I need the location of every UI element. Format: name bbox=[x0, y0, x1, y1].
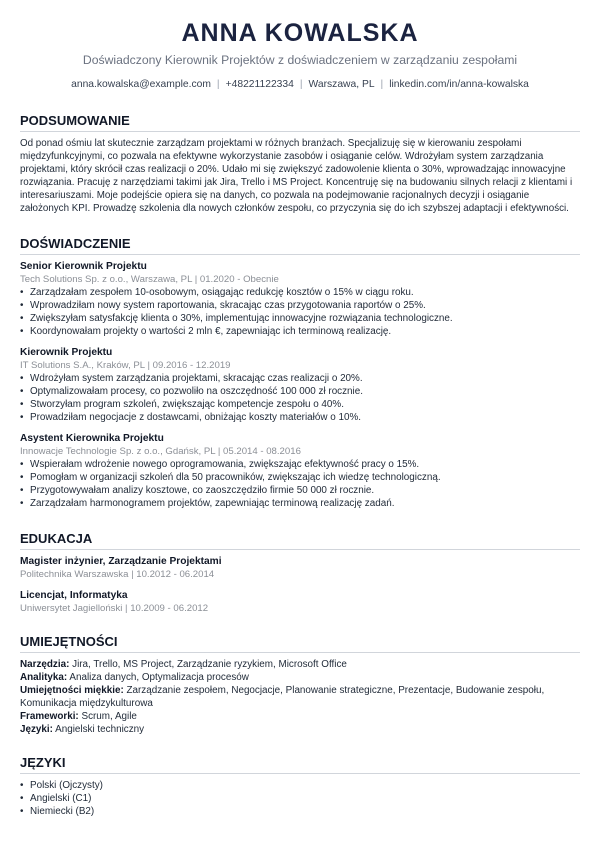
job-title: Asystent Kierownika Projektu bbox=[20, 433, 164, 444]
languages-section bbox=[20, 754, 580, 818]
section-title: PODSUMOWANIE bbox=[20, 112, 580, 132]
job-bullet: • Prowadziłam negocjacje z dostawcami, obniżając koszty materiałów o 10%. bbox=[20, 411, 580, 424]
skill-row bbox=[20, 723, 580, 736]
skill-label: Analityka: bbox=[20, 672, 68, 683]
contact-location: Warszawa, PL bbox=[308, 79, 375, 90]
job-bullet: • Optymalizowałam procesy, co pozwoliło na oszczędność 100 000 zł rocznie. bbox=[20, 385, 580, 398]
skill-value: Scrum, Agile bbox=[81, 711, 137, 722]
summary-text: Od ponad ośmiu lat skutecznie zarządzam projektami w różnych branżach. Specjalizuję się w kierowaniu zespołami międzyfunkcyjnymi, co pozwala na efektywne wykorzystanie zasobów i osiąganie celów. Wdrożyłam system zarządzania projektami, który skrócił czas realizacji o 20%. Udało mi się zwiększyć zadowolenie klienta o 30%, wprowadzając innowacyjne rozwiązania. Pracuję z narzędziami takimi jak Jira, Trello i MS Project. Koncentruję się na budowaniu silnych relacji z klientami i interesariuszami. Moje podejście opiera się na danych, co pozwala na podejmowanie racjonalnych decyzji i osiąganie założonych KPI. Prowadzę szkolenia dla nowych członków zespołu, co przyczynia się do ich szybszej adaptacji i efektywności. bbox=[20, 138, 573, 214]
resume-header bbox=[20, 18, 580, 92]
job-bullet: • Pomogłam w organizacji szkoleń dla 50 pracowników, zwiększając ich wiedzę technologiczną. bbox=[20, 471, 580, 484]
section-title: JĘZYKI bbox=[20, 754, 580, 774]
job-bullet: • Przygotowywałam analizy kosztowe, co zaoszczędziło firmie 50 000 zł rocznie. bbox=[20, 484, 580, 497]
skill-label: Narzędzia: bbox=[20, 659, 70, 670]
skill-row bbox=[20, 710, 580, 723]
job-bullet: • Zwiększyłam satysfakcję klienta o 30%, implementując innowacyjne rozwiązania technologiczne. bbox=[20, 312, 580, 325]
skill-value: Jira, Trello, MS Project, Zarządzanie ryzykiem, Microsoft Office bbox=[72, 659, 347, 670]
summary-section bbox=[20, 112, 580, 215]
skill-row bbox=[20, 671, 580, 684]
contact-line bbox=[20, 78, 580, 92]
contact-phone: +48221122334 bbox=[225, 79, 294, 90]
skill-value: Zarządzanie zespołem, Negocjacje, Planowanie strategiczne, Prezentacje, Budowanie zespołu, Komunikacja międzykulturowa bbox=[20, 685, 545, 709]
skill-row bbox=[20, 658, 580, 671]
job-bullet: • Zarządzałam zespołem 10-osobowym, osiągając redukcję kosztów o 15% w ciągu roku. bbox=[20, 286, 580, 299]
skill-row bbox=[20, 684, 580, 710]
education-section bbox=[20, 530, 580, 615]
contact-email: anna.kowalska@example.com bbox=[71, 79, 211, 90]
contact-separator: | bbox=[216, 79, 220, 90]
job-entry bbox=[20, 432, 580, 510]
candidate-tagline: Doświadczony Kierownik Projektów z doświadczeniem w zarządzaniu zespołami bbox=[82, 53, 518, 67]
job-meta: Innowacje Technologie Sp. z o.o., Gdańsk, PL | 05.2014 - 08.2016 bbox=[20, 446, 301, 457]
section-title: UMIEJĘTNOŚCI bbox=[20, 633, 580, 653]
education-entry bbox=[20, 555, 580, 581]
contact-separator: | bbox=[380, 79, 384, 90]
job-title: Senior Kierownik Projektu bbox=[20, 261, 147, 272]
job-meta: IT Solutions S.A., Kraków, PL | 09.2016 - 12.2019 bbox=[20, 360, 231, 371]
section-title: DOŚWIADCZENIE bbox=[20, 235, 580, 255]
job-bullets bbox=[20, 372, 580, 424]
skill-label: Języki: bbox=[20, 724, 53, 735]
job-entry bbox=[20, 260, 580, 338]
experience-section bbox=[20, 235, 580, 510]
job-bullets bbox=[20, 286, 580, 338]
degree-meta: Uniwersytet Jagielloński | 10.2009 - 06.2012 bbox=[20, 603, 209, 614]
education-entry bbox=[20, 589, 580, 615]
language-list bbox=[20, 779, 580, 818]
job-bullet: • Wprowadziłam nowy system raportowania, skracając czas przygotowania raportów o 25%. bbox=[20, 299, 580, 312]
language-item: • Polski (Ojczysty) bbox=[20, 779, 580, 792]
job-bullet: • Zarządzałam harmonogramem projektów, zapewniając terminową realizację zadań. bbox=[20, 497, 580, 510]
job-bullet: • Wdrożyłam system zarządzania projektami, skracając czas realizacji o 20%. bbox=[20, 372, 580, 385]
job-title: Kierownik Projektu bbox=[20, 347, 113, 358]
skills-section bbox=[20, 633, 580, 736]
degree-title: Licencjat, Informatyka bbox=[20, 590, 128, 601]
skill-label: Umiejętności miękkie: bbox=[20, 685, 124, 696]
contact-separator: | bbox=[299, 79, 303, 90]
job-bullet: • Koordynowałam projekty o wartości 2 mln €, zapewniając ich terminową realizację. bbox=[20, 325, 580, 338]
job-meta: Tech Solutions Sp. z o.o., Warszawa, PL | 01.2020 - Obecnie bbox=[20, 274, 279, 285]
contact-linkedin: linkedin.com/in/anna-kowalska bbox=[389, 79, 529, 90]
language-item: • Niemiecki (B2) bbox=[20, 805, 580, 818]
job-bullet: • Stworzyłam program szkoleń, zwiększając kompetencje zespołu o 40%. bbox=[20, 398, 580, 411]
section-title: EDUKACJA bbox=[20, 530, 580, 550]
language-item: • Angielski (C1) bbox=[20, 792, 580, 805]
skill-label: Frameworki: bbox=[20, 711, 79, 722]
degree-title: Magister inżynier, Zarządzanie Projektami bbox=[20, 556, 222, 567]
job-bullet: • Wspierałam wdrożenie nowego oprogramowania, zwiększając efektywność pracy o 15%. bbox=[20, 458, 580, 471]
candidate-name: ANNA KOWALSKA bbox=[181, 19, 419, 47]
skill-value: Analiza danych, Optymalizacja procesów bbox=[69, 672, 249, 683]
job-bullets bbox=[20, 458, 580, 510]
job-entry bbox=[20, 346, 580, 424]
skill-value: Angielski techniczny bbox=[55, 724, 145, 735]
degree-meta: Politechnika Warszawska | 10.2012 - 06.2014 bbox=[20, 569, 215, 580]
